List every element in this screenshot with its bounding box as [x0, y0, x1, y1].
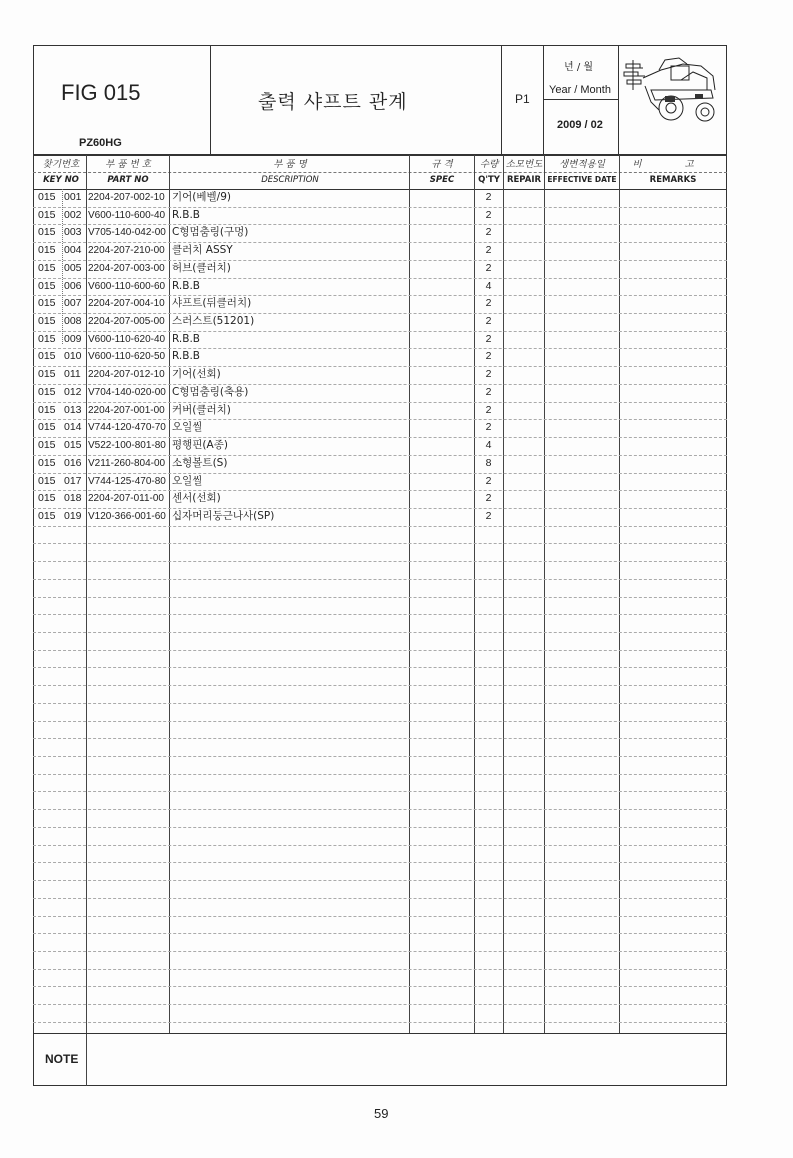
key-number-cell: 004 [64, 244, 82, 256]
description-cell: R.B.B [172, 280, 201, 292]
part-number-cell: V705-140-042-00 [88, 227, 166, 238]
key-number-cell: 003 [64, 226, 82, 238]
quantity-cell: 2 [485, 297, 492, 309]
key-number-cell: 001 [64, 191, 82, 203]
key-number-cell: 011 [64, 368, 81, 380]
part-number-cell: 2204-207-011-00 [88, 493, 164, 504]
description-cell: C형멈춤링(구멍) [172, 226, 249, 238]
quantity-cell: 2 [485, 226, 492, 238]
quantity-cell: 2 [485, 421, 492, 433]
col-repair-en: REPAIR [506, 175, 542, 185]
col-rem-en: REMARKS [649, 175, 697, 185]
quantity-cell: 2 [485, 404, 492, 416]
fig-number-cell: 015 [38, 350, 56, 362]
quantity-cell: 2 [485, 475, 492, 487]
quantity-cell: 2 [485, 209, 492, 221]
col-key-en: KEY NO [43, 175, 79, 185]
fig-number-cell: 015 [38, 280, 56, 292]
page-number: 59 [374, 1106, 389, 1121]
model-name: PZ60HG [79, 137, 122, 149]
transplanter-illustration [621, 50, 724, 130]
part-number-cell: 2204-207-012-10 [88, 369, 165, 380]
fig-number-cell: 015 [38, 315, 56, 327]
quantity-cell: 2 [485, 386, 492, 398]
key-number-cell: 017 [64, 475, 82, 487]
description-cell: 오일씰 [172, 475, 203, 487]
part-number-cell: V211-260-804-00 [88, 458, 166, 469]
key-number-cell: 008 [64, 315, 82, 327]
part-number-cell: 2204-207-005-00 [88, 316, 165, 327]
col-desc-en: DESCRIPTION [261, 175, 319, 185]
fig-number-cell: 015 [38, 510, 56, 522]
quantity-cell: 2 [485, 262, 492, 274]
key-number-cell: 005 [64, 262, 82, 274]
description-cell: 소형볼트(S) [172, 457, 228, 469]
col-qty-en: Q'TY [478, 175, 500, 185]
col-part-ko: 부 품 번 호 [105, 159, 151, 170]
description-cell: C형멈춤링(축용) [172, 386, 249, 398]
quantity-cell: 2 [485, 510, 492, 522]
part-number-cell: V120-366-001-60 [88, 511, 166, 522]
part-number-cell: V600-110-600-40 [88, 210, 166, 221]
col-spec-ko: 규 격 [431, 159, 453, 170]
part-number-cell: V522-100-801-80 [88, 440, 166, 451]
revision-date: 2009 / 02 [557, 119, 603, 131]
description-cell: R.B.B [172, 209, 201, 221]
description-cell: 스러스트(51201) [172, 315, 255, 327]
quantity-cell: 2 [485, 368, 492, 380]
quantity-cell: 4 [485, 439, 492, 451]
quantity-cell: 4 [485, 280, 492, 292]
quantity-cell: 2 [485, 244, 492, 256]
col-eff-ko: 생변적용일 [559, 159, 605, 170]
key-number-cell: 018 [64, 492, 82, 504]
part-number-cell: V704-140-020-00 [88, 387, 166, 398]
fig-number-cell: 015 [38, 386, 56, 398]
page-code: P1 [515, 92, 530, 106]
part-number-cell: V600-110-600-60 [88, 281, 166, 292]
key-number-cell: 014 [64, 421, 82, 433]
fig-number-cell: 015 [38, 439, 56, 451]
col-key-ko: 찾기번호 [42, 159, 80, 170]
part-number-cell: 2204-207-004-10 [88, 298, 165, 309]
year-month-label-ko: 년 / 월 [564, 62, 594, 73]
fig-number-cell: 015 [38, 404, 56, 416]
fig-number-cell: 015 [38, 457, 56, 469]
fig-number-cell: 015 [38, 209, 56, 221]
part-number-cell: V600-110-620-40 [88, 334, 166, 345]
fig-number-cell: 015 [38, 262, 56, 274]
fig-number-cell: 015 [38, 492, 56, 504]
quantity-cell: 2 [485, 191, 492, 203]
quantity-cell: 2 [485, 333, 492, 345]
description-cell: R.B.B [172, 333, 201, 345]
fig-number-cell: 015 [38, 421, 56, 433]
fig-number: FIG 015 [61, 80, 141, 105]
key-number-cell: 010 [64, 350, 82, 362]
quantity-cell: 2 [485, 315, 492, 327]
note-label: NOTE [45, 1052, 79, 1066]
key-number-cell: 009 [64, 333, 82, 345]
description-cell: R.B.B [172, 350, 201, 362]
part-number-cell: 2204-207-002-10 [88, 192, 165, 203]
key-number-cell: 012 [64, 386, 82, 398]
fig-number-cell: 015 [38, 226, 56, 238]
part-number-cell: V600-110-620-50 [88, 351, 166, 362]
quantity-cell: 8 [485, 457, 492, 469]
part-number-cell: 2204-207-001-00 [88, 405, 165, 416]
col-qty-ko: 수량 [479, 159, 499, 170]
fig-number-cell: 015 [38, 333, 56, 345]
col-part-en: PART NO [107, 175, 149, 185]
fig-number-cell: 015 [38, 475, 56, 487]
description-cell: 샤프트(뒤클러치) [172, 297, 252, 309]
key-number-cell: 016 [64, 457, 82, 469]
col-desc-ko: 부 품 명 [273, 159, 307, 170]
fig-number-cell: 015 [38, 297, 56, 309]
key-number-cell: 019 [64, 510, 82, 522]
year-month-label-en: Year / Month [549, 84, 611, 96]
key-number-cell: 007 [64, 297, 82, 309]
col-eff-en: EFFECTIVE DATE [547, 175, 617, 184]
page-title: 출력 샤프트 관계 [258, 91, 408, 113]
part-number-cell: 2204-207-003-00 [88, 263, 165, 274]
quantity-cell: 2 [485, 350, 492, 362]
key-number-cell: 015 [64, 439, 82, 451]
description-cell: 평행핀(A종) [172, 439, 228, 451]
description-cell: 기어(선회) [172, 368, 221, 380]
part-number-cell: V744-120-470-70 [88, 422, 166, 433]
quantity-cell: 2 [485, 492, 492, 504]
description-cell: 허브(클러치) [172, 262, 231, 274]
fig-number-cell: 015 [38, 244, 56, 256]
fig-number-cell: 015 [38, 368, 56, 380]
key-number-cell: 002 [64, 209, 82, 221]
description-cell: 센서(선회) [172, 492, 221, 504]
description-cell: 클러치 ASSY [172, 244, 233, 256]
key-number-cell: 006 [64, 280, 82, 292]
col-spec-en: SPEC [429, 175, 455, 185]
fig-number-cell: 015 [38, 191, 56, 203]
col-repair-ko: 소모번도 [505, 159, 543, 170]
key-number-cell: 013 [64, 404, 82, 416]
part-number-cell: 2204-207-210-00 [88, 245, 165, 256]
description-cell: 오일씰 [172, 421, 203, 433]
description-cell: 커버(클러치) [172, 404, 231, 416]
part-number-cell: V744-125-470-80 [88, 476, 166, 487]
description-cell: 기어(베벨/9) [172, 191, 231, 203]
description-cell: 십자머리둥근나사(SP) [172, 510, 275, 522]
col-rem-ko: 비 고 [632, 159, 714, 170]
